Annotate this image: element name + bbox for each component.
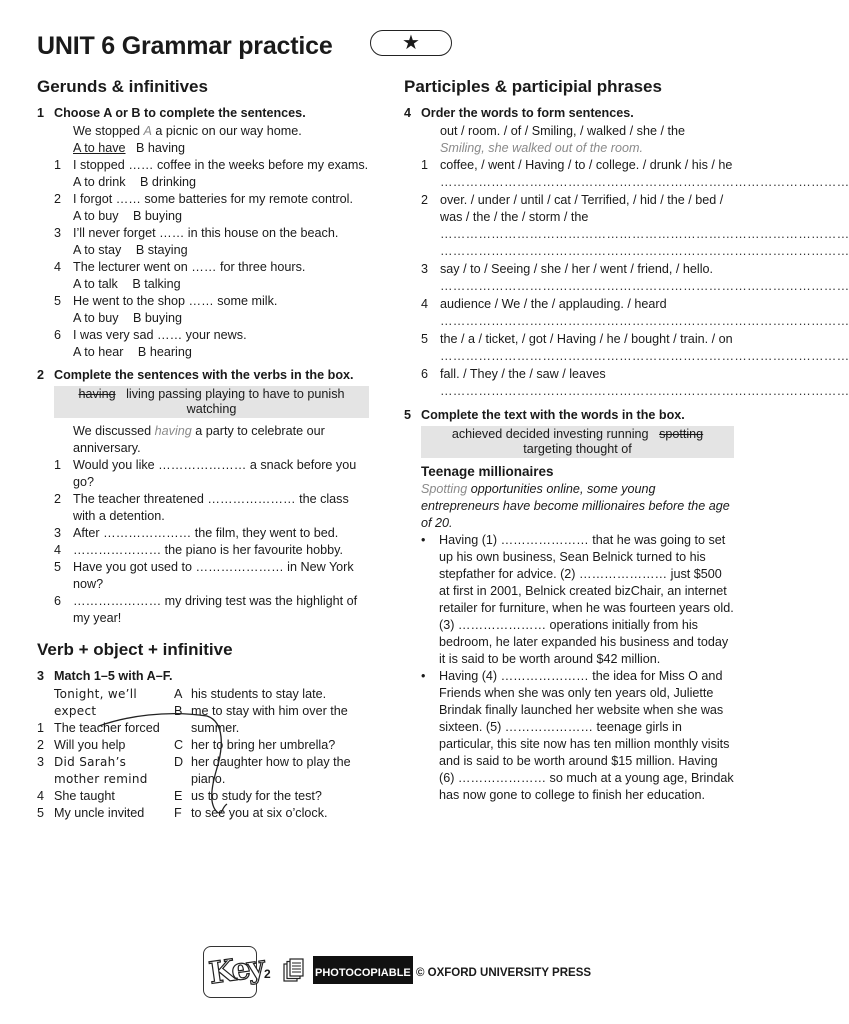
item-text: Did Sarah’s mother remind [54,755,148,786]
exercise-3-right-item [174,686,369,703]
answer-line: …………………………………………………………………………………… [440,314,849,328]
exercise-2-word-box: having living passing playing to have to punish watching [54,386,369,418]
exercise-1-options [37,174,369,191]
exercise-4-instruction: 4 Order the words to form sentences. [404,106,634,120]
item-number: 1 [54,158,62,172]
item-text: I was very sad …… your news. [73,328,247,342]
exercise-1-options [37,276,369,293]
exercise-4-item [404,261,734,278]
item-letter: D [174,755,184,769]
option-a: A to stay [73,243,122,257]
exercise-3-instruction: 3 Match 1–5 with A–F. [37,669,173,683]
article-title: Teenage millionaires [421,464,554,479]
item-number: 6 [54,328,62,342]
item-number: 4 [54,543,62,557]
exercise-2-item [37,559,369,593]
exercise-1-example: We stopped A a picnic on our way home. [73,124,302,138]
exercise-1-item [37,225,369,242]
exercise-1-options [37,208,369,225]
exercise-1-item [37,191,369,208]
exercise-3-matching [37,686,369,822]
item-text: to see you at six o’clock. [191,806,328,820]
right-column [404,76,849,804]
item-text: the / a / ticket, / got / Having / he / bought / train. / on [440,332,733,346]
exercise-4-item [404,331,734,348]
item-number: 4 [37,789,45,803]
exercise-1-item [37,157,369,174]
exercise-1-instruction: 1 Choose A or B to complete the sentences. [37,106,306,120]
option-b: B drinking [140,175,197,189]
item-text: Will you help [54,738,126,752]
exercise-1-item [37,293,369,310]
option-a: A to talk [73,277,118,291]
exercise-2-item [37,542,369,559]
option-a: A to drink [73,175,126,189]
handwritten-match-line [97,708,227,816]
article-paragraph-1: • Having (1) ………………… that he was going to set up his own business, Sean Belnick turned to his stepfather for advice. (2) ………………… just $500 at first in 2001, Belnick created bizChair, an internet retailer for furniture, when he was fourteen years old. (3) ………………… operations initially from his bedroom, he later expanded his business and today it is said to be worth around $42 million. [421,533,734,666]
article-paragraph-2: • Having (4) ………………… the idea for Miss O and Friends when she was only ten years old, Juliette Brindak finally launched her website when she was sixteen. (5) ………………… teenage girls in particular, this site now has ten million monthly visits and is said to be worth around $15 million. Having (6) ………………… so much at a young age, Brindak has now gone to college to finish her education. [421,669,734,802]
item-letter: C [174,738,184,752]
item-number: 2 [54,192,62,206]
left-column [37,76,369,822]
exercise-1-item [37,259,369,276]
item-number: 3 [421,262,429,276]
item-number: 5 [54,560,62,574]
item-letter: B [174,704,183,718]
option-a: A to hear [73,345,124,359]
exercise-1-options [37,344,369,361]
item-text: I forgot …… some batteries for my remote control. [73,192,353,206]
exercise-4-example-answer: Smiling, she walked out of the room. [440,141,644,155]
item-text: Have you got used to ………………… in New York now? [73,560,354,591]
exercise-5-instruction: 5 Complete the text with the words in the box. [404,408,685,422]
exercise-1-items [37,157,369,361]
item-text: After ………………… the film, they went to bed. [73,526,339,540]
item-text: his students to stay late. [191,687,327,701]
item-number: 1 [37,721,45,735]
exercise-2-item [37,593,369,627]
item-text: say / to / Seeing / she / her / went / friend, / hello. [440,262,714,276]
item-text: me to stay with him over the summer. [191,704,348,735]
item-text: us to study for the test? [191,789,322,803]
item-text: her daughter how to play the piano. [191,755,351,786]
exercise-4-item [404,366,734,383]
exercise-5-word-box: achieved decided investing running spotting targeting thought of [421,426,734,458]
item-text: My uncle invited [54,806,145,820]
exercise-4-items [404,157,849,401]
exercise-4-item [404,192,734,226]
option-b: B talking [132,277,181,291]
item-number: 2 [37,738,45,752]
page-title: UNIT 6 Grammar practice [37,32,333,60]
item-number: 5 [54,294,62,308]
item-text: ………………… the piano is her favourite hobby. [73,543,343,557]
exercise-1-item [37,327,369,344]
answer-line: …………………………………………………………………………………… [440,279,849,293]
item-number: 2 [421,193,429,207]
answer-line: …………………………………………………………………………………… [440,244,849,258]
item-letter: F [174,806,182,820]
item-text: The teacher forced [54,721,160,735]
exercise-2-item [37,457,369,491]
item-number: 4 [54,260,62,274]
article-intro: Spotting opportunities online, some young entrepreneurs have become millionaires before the age of 20. [421,482,730,530]
item-number: 1 [54,458,62,472]
section-heading-verb-object: Verb + object + infinitive [37,640,233,659]
item-text: I stopped …… coffee in the weeks before my exams. [73,158,369,172]
item-number: 2 [54,492,62,506]
item-letter: A [174,687,183,701]
exercise-2-items [37,457,369,627]
exercise-1-example-options: A to have B having [73,141,186,155]
answer-line: …………………………………………………………………………………… [440,349,849,363]
item-text: coffee, / went / Having / to / college. / drunk / his / he [440,158,733,172]
answer-line: …………………………………………………………………………………… [440,384,849,398]
item-text: ………………… my driving test was the highlight of my year! [73,594,358,625]
photocopy-icon [283,958,305,984]
item-text: over. / under / until / cat / Terrified, / hid / the / bed / was / the / the / storm / the [440,193,724,224]
item-text: I’ll never forget …… in this house on the beach. [73,226,339,240]
option-a: A to buy [73,311,119,325]
exercise-2-item [37,491,369,525]
exercise-4-example: out / room. / of / Smiling, / walked / she / the [440,124,685,138]
item-number: 4 [421,297,429,311]
item-number: 1 [421,158,429,172]
item-text: She taught [54,789,115,803]
item-number: 5 [37,806,45,820]
item-number: 3 [54,526,62,540]
item-letter: E [174,789,183,803]
item-text: audience / We / the / applauding. / heard [440,297,667,311]
key-logo: Key [203,946,257,998]
section-heading-gerunds: Gerunds & infinitives [37,77,208,96]
item-text: He went to the shop …… some milk. [73,294,278,308]
exercise-1-options [37,242,369,259]
item-text: her to bring her umbrella? [191,738,336,752]
item-text: fall. / They / the / saw / leaves [440,367,606,381]
option-a: A to buy [73,209,119,223]
exercise-2-example: We discussed having a party to celebrate our anniversary. [73,424,325,455]
publisher-label: © OXFORD UNIVERSITY PRESS [416,967,592,979]
item-number: 5 [421,332,429,346]
exercise-1-options [37,310,369,327]
option-b: B buying [133,209,183,223]
exercise-4-item [404,296,734,313]
item-text: The lecturer went on …… for three hours. [73,260,306,274]
option-b: B buying [133,311,183,325]
answer-line: …………………………………………………………………………………… [440,175,849,189]
exercise-3-example-left: Tonight, we’ll expect [54,687,138,718]
answer-line: …………………………………………………………………………………… [440,227,849,241]
page-number: 2 [264,967,271,981]
option-b: B staying [135,243,188,257]
option-b: B hearing [137,345,192,359]
section-heading-participles: Participles & participial phrases [404,77,662,96]
item-text: The teacher threatened ………………… the class with a detention. [73,492,349,523]
item-number: 3 [54,226,62,240]
exercise-2-item [37,525,369,542]
exercise-4-item [404,157,734,174]
item-number: 6 [54,594,62,608]
star-badge: ★ [370,30,452,56]
photocopiable-label: PHOTOCOPIABLE [313,956,413,984]
item-text: Would you like ………………… a snack before you go? [73,458,357,489]
item-number: 6 [421,367,429,381]
item-number: 3 [37,755,45,769]
exercise-2-instruction: 2 Complete the sentences with the verbs in the box. [37,368,354,382]
